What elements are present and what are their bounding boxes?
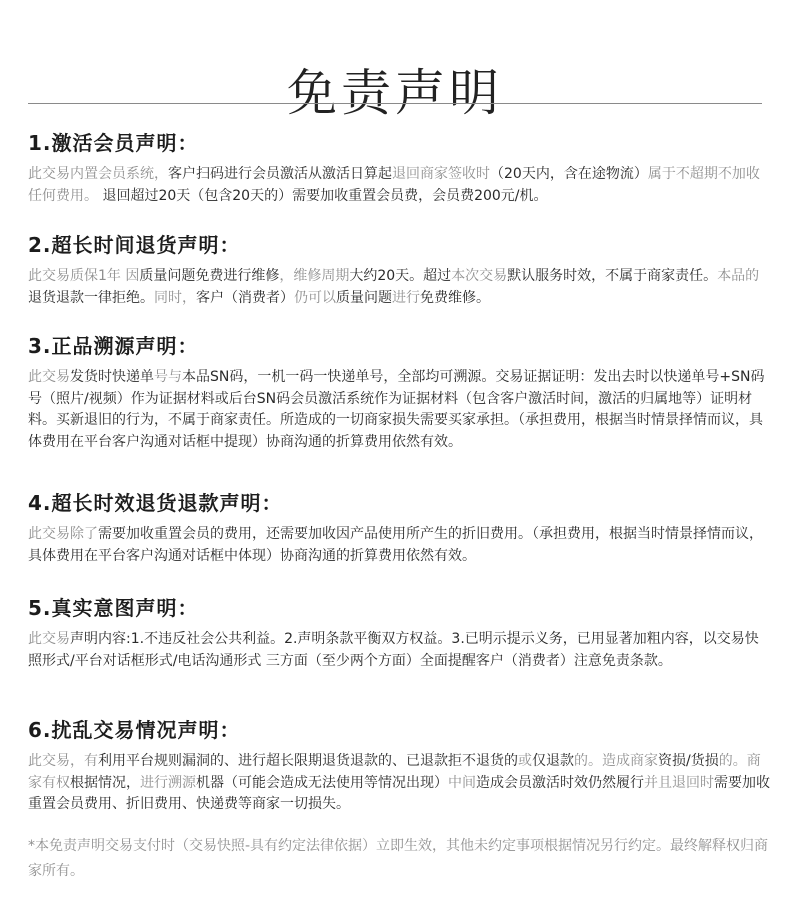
body-text-segment: 此交易内置会员系统，: [28, 166, 168, 182]
section-body: [28, 164, 770, 207]
section-heading: 2.超长时间退货声明：: [28, 233, 241, 257]
body-text-segment: 的。造成商家: [574, 753, 658, 769]
body-text-segment: 此交易，有: [28, 753, 98, 769]
body-text-segment: 本品SN码，一机一码一快递单号，全部均可溯源。交易证据证明：发出去时以快递单号+SN码号（照片/视频）作为证据材料或后台SN码会员激活系统作为证据材料（包含客户激活时间，激活的归属地等）证明材料。买新退旧的行为，不属于商家责任。所造成的一切商家损失需要买家承担。（承担费用，根据当时情景择情而议，具体费用在平台客户沟通对话框中提现）协商沟通的折算费用依然有效。: [28, 369, 765, 450]
section-membership-activation: [28, 130, 770, 207]
body-text-segment: 号与: [154, 369, 182, 385]
body-text-segment: 质量问题免费进行维修: [139, 268, 280, 284]
body-text-segment: 进行溯源: [140, 774, 196, 791]
body-text-segment: 此交易: [28, 631, 70, 647]
body-text-segment: 资损/货损: [658, 753, 719, 769]
section-overdue-return: [28, 232, 770, 309]
body-text-segment: 本品的: [717, 268, 760, 284]
body-text-segment: 此交易除了: [28, 526, 98, 542]
section-heading: 6.扰乱交易情况声明：: [28, 718, 241, 742]
body-text-segment: 退货退款一律拒绝。: [28, 289, 154, 306]
body-text-segment: 根据情况，: [70, 774, 140, 791]
body-text-segment: 并且退回时: [644, 774, 714, 791]
body-text-segment: 同时，: [154, 289, 196, 306]
section-heading: 3.正品溯源声明：: [28, 334, 199, 358]
section-overdue-refund: [28, 490, 770, 567]
title-divider: [28, 103, 762, 104]
page-title: 免责声明: [287, 63, 503, 122]
body-text-segment: ，维修周期: [279, 268, 350, 284]
section-body: [28, 629, 770, 672]
body-text-segment: （20天内，含在途物流）: [490, 166, 648, 182]
body-text-segment: 免费维修。: [420, 289, 490, 306]
section-body: [28, 751, 770, 816]
body-text-segment: 利用平台规则漏洞的、进行超长限期退货退款的、已退款拒不退货的: [98, 753, 518, 769]
section-heading: 4.超长时效退货退款声明：: [28, 491, 283, 515]
body-text-segment: 声明内容:1.不违反社会公共利益。2.声明条款平衡双方权益。3.已明示提示义务，已用显著加粗内容，以交易快照形式/平台对话框形式/电话沟通形式 三方面（至少两个方面）全面提醒客户（消费者）注意免责条款。: [28, 631, 759, 669]
section-true-intent: [28, 595, 770, 672]
section-body: [28, 524, 770, 567]
body-text-segment: 需要加收重置会员的费用，还需要加收因产品使用所产生的折旧费用。（承担费用，根据当时情景择情而议，具体费用在平台客户沟通对话框中体现）协商沟通的折算费用依然有效。: [28, 526, 763, 564]
body-text-segment: 或: [518, 753, 532, 769]
body-text-segment: 仍可以: [294, 289, 336, 306]
body-text-segment: 进行: [392, 289, 420, 306]
section-trade-disruption: [28, 717, 770, 816]
section-authenticity-trace: [28, 333, 770, 453]
body-text-segment: 机器（可能会造成无法使用等情况出现）: [196, 774, 448, 791]
body-text-segment: 属于不超期不加收任何费用。: [28, 166, 760, 204]
body-text-segment: 大约20天。超过: [349, 268, 452, 284]
body-text-segment: 中间: [448, 774, 476, 791]
body-text-segment: 此交易质保1年 因: [28, 268, 140, 284]
body-text-segment: 发货时快递单: [70, 369, 154, 385]
body-text-segment: 需要加收重置会员费用、折旧费用、快递费等商家一切损失。: [28, 774, 770, 812]
body-text-segment: 此交易: [28, 369, 70, 385]
body-text-segment: 本次交易: [451, 268, 508, 284]
section-body: [28, 266, 770, 309]
body-text-segment: 质量问题: [336, 289, 392, 306]
section-heading: 1.激活会员声明：: [28, 131, 199, 155]
body-text-segment: 退回商家签收时: [392, 166, 490, 182]
body-text-segment: 的。商家有权: [28, 753, 761, 791]
body-text-segment: 造成会员激活时效仍然履行: [476, 774, 644, 791]
section-heading: 5.真实意图声明：: [28, 596, 199, 620]
body-text-segment: 默认服务时效，不属于商家责任。: [507, 268, 718, 284]
body-text-segment: 客户扫码进行会员激活从激活日算起: [168, 166, 392, 182]
body-text-segment: 退回超过20天（包含20天的）需要加收重置会员费，会员费200元/机。: [98, 187, 548, 204]
body-text-segment: 仅退款: [532, 753, 574, 769]
body-text-segment: 客户（消费者）: [196, 289, 294, 306]
footnote: *本免责声明交易支付时（交易快照-具有约定法律依据）立即生效，其他未约定事项根据情况另行约定。最终解释权归商家所有。: [28, 838, 769, 879]
section-body: [28, 367, 770, 453]
